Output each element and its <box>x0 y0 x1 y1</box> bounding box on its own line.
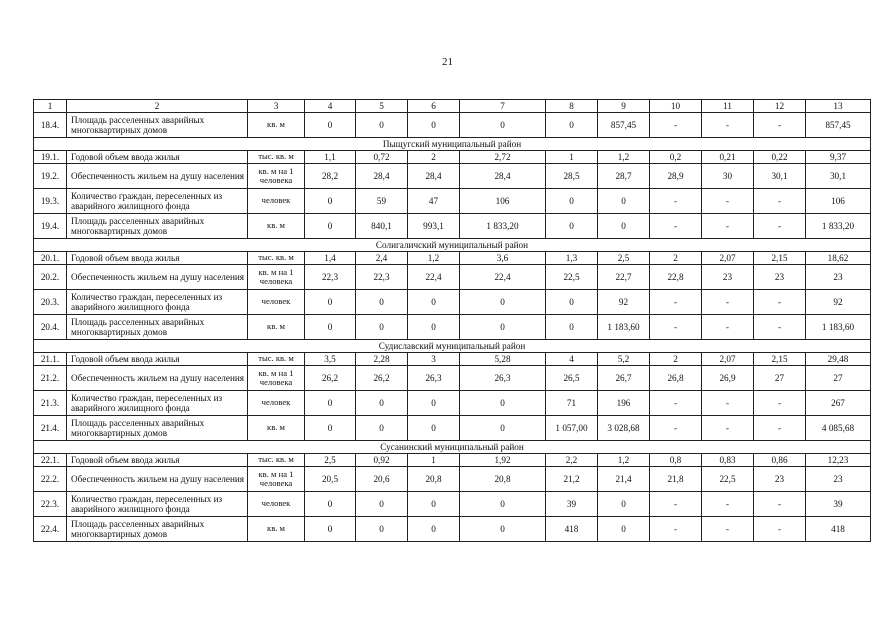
value-cell: 20,5 <box>305 467 356 492</box>
value-cell: 418 <box>546 517 598 542</box>
value-cell: 26,8 <box>650 366 702 391</box>
value-cell: - <box>650 113 702 138</box>
value-cell: 0,86 <box>754 454 806 467</box>
value-cell: 22,4 <box>460 265 546 290</box>
value-cell: 26,2 <box>305 366 356 391</box>
indicators-table <box>33 99 871 542</box>
table-row <box>34 391 871 416</box>
value-cell: 0,92 <box>356 454 408 467</box>
value-cell: 0 <box>356 113 408 138</box>
value-cell: 0 <box>546 214 598 239</box>
value-cell: 1,2 <box>598 151 650 164</box>
column-header: 9 <box>598 100 650 113</box>
value-cell: 0 <box>460 517 546 542</box>
value-cell: 22,3 <box>305 265 356 290</box>
table-row <box>34 467 871 492</box>
table-row <box>34 189 871 214</box>
section-header-row <box>34 138 871 151</box>
value-cell: 1,4 <box>305 252 356 265</box>
value-cell: 0 <box>408 416 460 441</box>
value-cell: 1 057,00 <box>546 416 598 441</box>
indicator-name: Количество граждан, переселенных из аварийного жилищного фонда <box>67 492 248 517</box>
value-cell: 1,92 <box>460 454 546 467</box>
value-cell: 39 <box>546 492 598 517</box>
value-cell: 22,5 <box>702 467 754 492</box>
value-cell: 20,6 <box>356 467 408 492</box>
table-row <box>34 252 871 265</box>
value-cell: - <box>650 416 702 441</box>
value-cell: 3 <box>408 353 460 366</box>
value-cell: 0 <box>305 492 356 517</box>
value-cell: 2,15 <box>754 353 806 366</box>
value-cell: 0 <box>305 416 356 441</box>
value-cell: 26,2 <box>356 366 408 391</box>
indicator-name: Годовой объем ввода жилья <box>67 151 248 164</box>
value-cell: 9,37 <box>806 151 871 164</box>
value-cell: 21,8 <box>650 467 702 492</box>
value-cell: 21,4 <box>598 467 650 492</box>
value-cell: 23 <box>806 467 871 492</box>
unit-cell: тыс. кв. м <box>248 353 305 366</box>
value-cell: 20,8 <box>408 467 460 492</box>
value-cell: - <box>650 290 702 315</box>
value-cell: 26,9 <box>702 366 754 391</box>
value-cell: 26,7 <box>598 366 650 391</box>
unit-cell: человек <box>248 492 305 517</box>
indicator-name: Обеспеченность жильем на душу населения <box>67 366 248 391</box>
table-row <box>34 416 871 441</box>
table-row <box>34 214 871 239</box>
row-number: 19.2. <box>34 164 67 189</box>
indicator-name: Годовой объем ввода жилья <box>67 353 248 366</box>
value-cell: 267 <box>806 391 871 416</box>
value-cell: 0 <box>356 517 408 542</box>
row-number: 22.3. <box>34 492 67 517</box>
value-cell: - <box>754 416 806 441</box>
value-cell: 30,1 <box>806 164 871 189</box>
value-cell: 26,3 <box>460 366 546 391</box>
value-cell: 23 <box>806 265 871 290</box>
value-cell: 5,2 <box>598 353 650 366</box>
value-cell: 59 <box>356 189 408 214</box>
value-cell: 23 <box>702 265 754 290</box>
table-row <box>34 315 871 340</box>
table-row <box>34 492 871 517</box>
row-number: 21.4. <box>34 416 67 441</box>
value-cell: 2,4 <box>356 252 408 265</box>
value-cell: 0 <box>546 113 598 138</box>
column-header: 13 <box>806 100 871 113</box>
column-header: 1 <box>34 100 67 113</box>
value-cell: - <box>650 315 702 340</box>
value-cell: 28,5 <box>546 164 598 189</box>
value-cell: 27 <box>806 366 871 391</box>
value-cell: 30 <box>702 164 754 189</box>
value-cell: - <box>702 517 754 542</box>
unit-cell: кв. м на 1 человека <box>248 265 305 290</box>
value-cell: 4 085,68 <box>806 416 871 441</box>
value-cell: 0 <box>460 315 546 340</box>
column-header: 4 <box>305 100 356 113</box>
value-cell: 3 028,68 <box>598 416 650 441</box>
value-cell: 22,8 <box>650 265 702 290</box>
value-cell: 71 <box>546 391 598 416</box>
row-number: 21.1. <box>34 353 67 366</box>
value-cell: - <box>754 214 806 239</box>
value-cell: 0 <box>305 391 356 416</box>
value-cell: 3,6 <box>460 252 546 265</box>
table-row <box>34 366 871 391</box>
value-cell: 0 <box>305 315 356 340</box>
indicator-name: Обеспеченность жильем на душу населения <box>67 467 248 492</box>
table-row <box>34 151 871 164</box>
value-cell: 1 <box>546 151 598 164</box>
value-cell: 0 <box>408 517 460 542</box>
table-row <box>34 517 871 542</box>
value-cell: 0 <box>460 492 546 517</box>
unit-cell: человек <box>248 290 305 315</box>
value-cell: 2 <box>650 252 702 265</box>
value-cell: 1,2 <box>408 252 460 265</box>
unit-cell: тыс. кв. м <box>248 454 305 467</box>
value-cell: 0,72 <box>356 151 408 164</box>
value-cell: 18,62 <box>806 252 871 265</box>
value-cell: - <box>754 492 806 517</box>
value-cell: 2,5 <box>305 454 356 467</box>
column-header: 7 <box>460 100 546 113</box>
value-cell: - <box>702 416 754 441</box>
value-cell: 0 <box>546 315 598 340</box>
value-cell: - <box>754 189 806 214</box>
table-row <box>34 290 871 315</box>
value-cell: 857,45 <box>598 113 650 138</box>
column-header: 8 <box>546 100 598 113</box>
value-cell: 0 <box>305 189 356 214</box>
value-cell: 92 <box>598 290 650 315</box>
row-number: 19.4. <box>34 214 67 239</box>
value-cell: 28,4 <box>356 164 408 189</box>
column-header-row <box>34 100 871 113</box>
row-number: 21.3. <box>34 391 67 416</box>
value-cell: 2,07 <box>702 353 754 366</box>
row-number: 19.3. <box>34 189 67 214</box>
section-header-row <box>34 441 871 454</box>
value-cell: - <box>754 290 806 315</box>
value-cell: 22,5 <box>546 265 598 290</box>
section-title: Пыщугский муниципальный район <box>34 138 871 151</box>
unit-cell: тыс. кв. м <box>248 151 305 164</box>
row-number: 20.1. <box>34 252 67 265</box>
value-cell: 0 <box>598 492 650 517</box>
indicator-name: Годовой объем ввода жилья <box>67 454 248 467</box>
value-cell: 418 <box>806 517 871 542</box>
table-body <box>34 100 871 542</box>
unit-cell: кв. м <box>248 214 305 239</box>
value-cell: 0 <box>460 416 546 441</box>
column-header: 3 <box>248 100 305 113</box>
indicator-name: Площадь расселенных аварийных многоквартирных домов <box>67 315 248 340</box>
value-cell: 0,21 <box>702 151 754 164</box>
unit-cell: кв. м на 1 человека <box>248 164 305 189</box>
value-cell: 106 <box>806 189 871 214</box>
row-number: 20.4. <box>34 315 67 340</box>
indicator-name: Обеспеченность жильем на душу населения <box>67 265 248 290</box>
value-cell: 0 <box>408 315 460 340</box>
unit-cell: кв. м на 1 человека <box>248 366 305 391</box>
row-number: 19.1. <box>34 151 67 164</box>
value-cell: - <box>702 214 754 239</box>
unit-cell: кв. м <box>248 315 305 340</box>
value-cell: 0 <box>598 517 650 542</box>
unit-cell: кв. м на 1 человека <box>248 467 305 492</box>
row-number: 22.4. <box>34 517 67 542</box>
value-cell: 0 <box>460 290 546 315</box>
table-row <box>34 265 871 290</box>
value-cell: 857,45 <box>806 113 871 138</box>
value-cell: 0 <box>408 113 460 138</box>
value-cell: 22,3 <box>356 265 408 290</box>
section-title: Солигаличский муниципальный район <box>34 239 871 252</box>
value-cell: 0 <box>356 391 408 416</box>
value-cell: 993,1 <box>408 214 460 239</box>
value-cell: 0 <box>408 391 460 416</box>
value-cell: 0 <box>598 189 650 214</box>
row-number: 21.2. <box>34 366 67 391</box>
value-cell: - <box>702 113 754 138</box>
value-cell: 0 <box>460 391 546 416</box>
indicator-name: Площадь расселенных аварийных многоквартирных домов <box>67 214 248 239</box>
value-cell: 1,3 <box>546 252 598 265</box>
column-header: 2 <box>67 100 248 113</box>
value-cell: 1 183,60 <box>806 315 871 340</box>
indicator-name: Количество граждан, переселенных из аварийного жилищного фонда <box>67 290 248 315</box>
table-row <box>34 164 871 189</box>
value-cell: 0 <box>305 214 356 239</box>
value-cell: 0 <box>356 290 408 315</box>
value-cell: 1 833,20 <box>460 214 546 239</box>
value-cell: 2,5 <box>598 252 650 265</box>
unit-cell: кв. м <box>248 517 305 542</box>
row-number: 20.3. <box>34 290 67 315</box>
value-cell: - <box>702 290 754 315</box>
value-cell: - <box>754 391 806 416</box>
indicator-name: Количество граждан, переселенных из аварийного жилищного фонда <box>67 391 248 416</box>
value-cell: - <box>754 113 806 138</box>
value-cell: 5,28 <box>460 353 546 366</box>
value-cell: 26,3 <box>408 366 460 391</box>
value-cell: 0,83 <box>702 454 754 467</box>
indicator-name: Площадь расселенных аварийных многоквартирных домов <box>67 416 248 441</box>
indicator-name: Обеспеченность жильем на душу населения <box>67 164 248 189</box>
table-row <box>34 353 871 366</box>
value-cell: - <box>650 517 702 542</box>
value-cell: 27 <box>754 366 806 391</box>
value-cell: 28,9 <box>650 164 702 189</box>
value-cell: 29,48 <box>806 353 871 366</box>
value-cell: 2 <box>650 353 702 366</box>
value-cell: 106 <box>460 189 546 214</box>
unit-cell: кв. м <box>248 113 305 138</box>
value-cell: 0,8 <box>650 454 702 467</box>
value-cell: 1 833,20 <box>806 214 871 239</box>
value-cell: 0 <box>598 214 650 239</box>
value-cell: 0 <box>546 290 598 315</box>
value-cell: 28,4 <box>408 164 460 189</box>
section-header-row <box>34 340 871 353</box>
value-cell: - <box>650 214 702 239</box>
indicator-name: Площадь расселенных аварийных многоквартирных домов <box>67 113 248 138</box>
row-number: 20.2. <box>34 265 67 290</box>
value-cell: 0 <box>460 113 546 138</box>
value-cell: 1 183,60 <box>598 315 650 340</box>
value-cell: 0 <box>356 416 408 441</box>
value-cell: 2,72 <box>460 151 546 164</box>
value-cell: 21,2 <box>546 467 598 492</box>
value-cell: 20,8 <box>460 467 546 492</box>
indicator-name: Годовой объем ввода жилья <box>67 252 248 265</box>
value-cell: 0 <box>305 113 356 138</box>
value-cell: 47 <box>408 189 460 214</box>
value-cell: 92 <box>806 290 871 315</box>
value-cell: - <box>754 517 806 542</box>
unit-cell: тыс. кв. м <box>248 252 305 265</box>
value-cell: 28,4 <box>460 164 546 189</box>
value-cell: 196 <box>598 391 650 416</box>
value-cell: 840,1 <box>356 214 408 239</box>
value-cell: 30,1 <box>754 164 806 189</box>
value-cell: 3,5 <box>305 353 356 366</box>
section-header-row <box>34 239 871 252</box>
value-cell: 0,2 <box>650 151 702 164</box>
column-header: 11 <box>702 100 754 113</box>
value-cell: 22,4 <box>408 265 460 290</box>
value-cell: - <box>650 189 702 214</box>
indicator-name: Площадь расселенных аварийных многоквартирных домов <box>67 517 248 542</box>
section-title: Судиславский муниципальный район <box>34 340 871 353</box>
value-cell: 23 <box>754 467 806 492</box>
value-cell: 22,7 <box>598 265 650 290</box>
column-header: 12 <box>754 100 806 113</box>
value-cell: - <box>702 189 754 214</box>
column-header: 6 <box>408 100 460 113</box>
value-cell: 1,1 <box>305 151 356 164</box>
value-cell: 2,2 <box>546 454 598 467</box>
unit-cell: человек <box>248 189 305 214</box>
value-cell: - <box>650 391 702 416</box>
value-cell: 2,15 <box>754 252 806 265</box>
value-cell: 23 <box>754 265 806 290</box>
table-row <box>34 454 871 467</box>
value-cell: 26,5 <box>546 366 598 391</box>
value-cell: 2,28 <box>356 353 408 366</box>
column-header: 5 <box>356 100 408 113</box>
table-row <box>34 113 871 138</box>
value-cell: 2 <box>408 151 460 164</box>
value-cell: 1,2 <box>598 454 650 467</box>
value-cell: 4 <box>546 353 598 366</box>
page-number: 21 <box>442 56 453 68</box>
value-cell: 0 <box>305 517 356 542</box>
row-number: 18.4. <box>34 113 67 138</box>
value-cell: 2,07 <box>702 252 754 265</box>
value-cell: 0 <box>546 189 598 214</box>
value-cell: - <box>702 391 754 416</box>
value-cell: 0,22 <box>754 151 806 164</box>
value-cell: - <box>702 315 754 340</box>
value-cell: 0 <box>305 290 356 315</box>
value-cell: 12,23 <box>806 454 871 467</box>
row-number: 22.2. <box>34 467 67 492</box>
value-cell: 39 <box>806 492 871 517</box>
unit-cell: кв. м <box>248 416 305 441</box>
value-cell: 0 <box>408 290 460 315</box>
value-cell: 28,2 <box>305 164 356 189</box>
section-title: Сусанинский муниципальный район <box>34 441 871 454</box>
column-header: 10 <box>650 100 702 113</box>
value-cell: 0 <box>356 315 408 340</box>
value-cell: - <box>702 492 754 517</box>
value-cell: 28,7 <box>598 164 650 189</box>
value-cell: 0 <box>356 492 408 517</box>
value-cell: - <box>754 315 806 340</box>
value-cell: 1 <box>408 454 460 467</box>
indicator-name: Количество граждан, переселенных из аварийного жилищного фонда <box>67 189 248 214</box>
unit-cell: человек <box>248 391 305 416</box>
value-cell: - <box>650 492 702 517</box>
value-cell: 0 <box>408 492 460 517</box>
row-number: 22.1. <box>34 454 67 467</box>
